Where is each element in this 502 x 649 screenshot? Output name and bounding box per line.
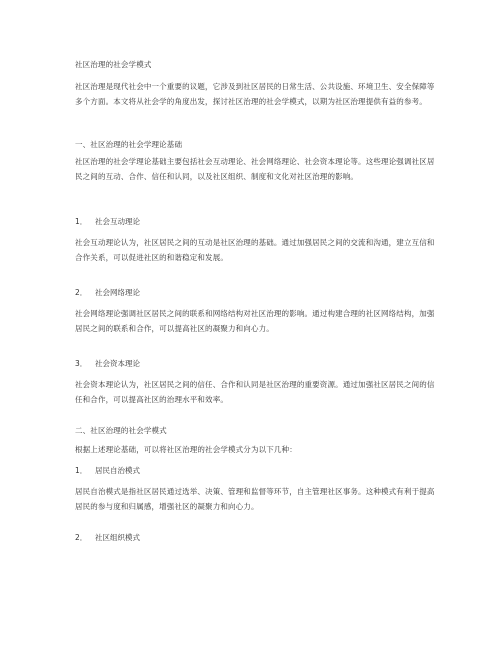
- item-title: 社区组织模式: [95, 533, 140, 542]
- item-title: 社会互动理论: [95, 217, 140, 226]
- section1-heading: 一、社区治理的社会学理论基础: [75, 140, 183, 149]
- intro-paragraph: 社区治理是现代社会中一个重要的议题，它涉及到社区居民的日常生活、公共设施、环境卫生、安全保障等多个方面。本文将从社会学的角度出发，探讨社区治理的社会学模式，以期为社区治理提供有益的参考。: [75, 82, 435, 106]
- section2-intro: 根据上述理论基础，可以将社区治理的社会学模式分为以下几种：: [75, 445, 297, 454]
- section1-item1-heading: [75, 216, 140, 228]
- section1-item3-body: 社会资本理论认为，社区居民之间的信任、合作和认同是社区治理的重要资源。通过加强社区居民之间的信任和合作，可以提高社区的治理水平和效率。: [75, 380, 435, 404]
- section2-item1-heading: [75, 465, 140, 477]
- item-number: 2．: [75, 288, 88, 297]
- section1-body: 社区治理的社会学理论基础主要包括社会互动理论、社会网络理论、社会资本理论等。这些理论强调社区居民之间的互动、合作、信任和认同，以及社区组织、制度和文化对社区治理的影响。: [75, 157, 435, 181]
- section2-item2-heading: [75, 532, 140, 544]
- item-number: 2．: [75, 533, 88, 542]
- section2-item1-body: 居民自治模式是指社区居民通过选举、决策、管理和监督等环节，自主管理社区事务。这种模式有利于提高居民的参与度和归属感，增强社区的凝聚力和向心力。: [75, 487, 435, 511]
- section2-heading: 二、社区治理的社会学模式: [75, 426, 167, 435]
- item-title: 居民自治模式: [95, 466, 140, 475]
- section1-item2-heading: [75, 287, 140, 299]
- section1-item1-body: 社会互动理论认为，社区居民之间的互动是社区治理的基础。通过加强居民之间的交流和沟通，建立互信和合作关系，可以促进社区的和谐稳定和发展。: [75, 238, 435, 262]
- item-number: 3．: [75, 359, 88, 368]
- item-number: 1．: [75, 466, 88, 475]
- item-number: 1．: [75, 217, 88, 226]
- item-title: 社会网络理论: [95, 288, 140, 297]
- item-title: 社会资本理论: [95, 359, 140, 368]
- section1-item3-heading: [75, 358, 140, 370]
- document-title: 社区治理的社会学模式: [75, 60, 152, 69]
- section1-item2-body: 社会网络理论强调社区居民之间的联系和网络结构对社区治理的影响。通过构建合理的社区网络结构，加强居民之间的联系和合作，可以提高社区的凝聚力和向心力。: [75, 309, 435, 333]
